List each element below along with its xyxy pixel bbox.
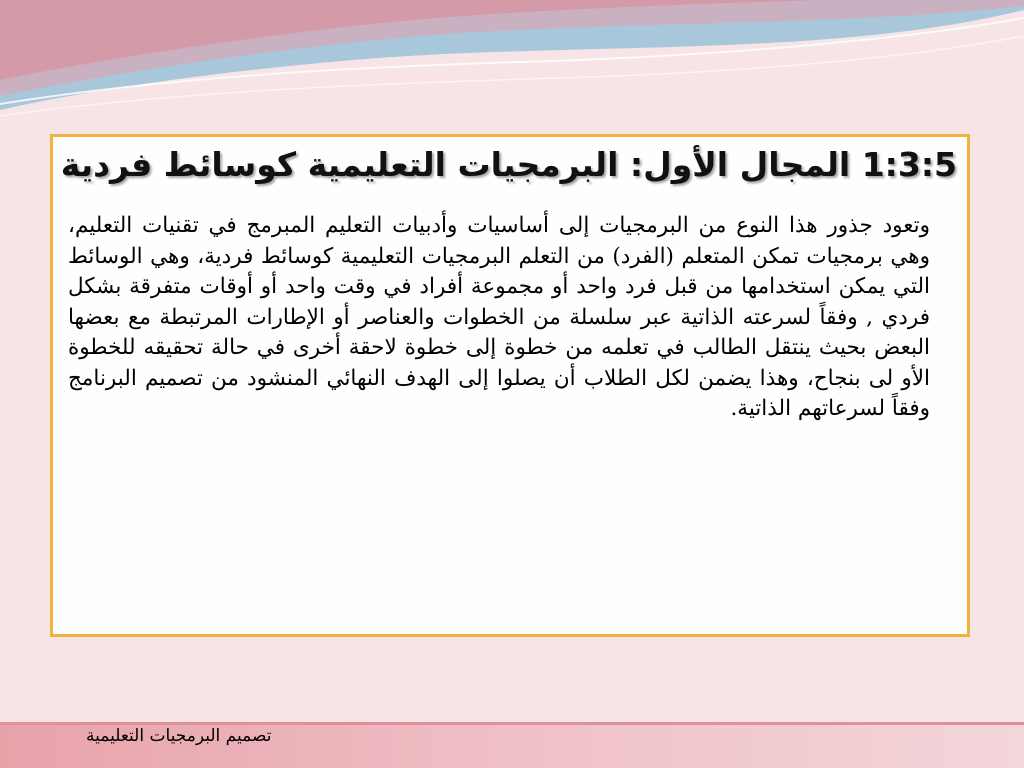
decorative-header-waves	[0, 0, 1024, 125]
content-frame	[50, 134, 970, 637]
body-paragraph: وتعود جذور هذا النوع من البرمجيات إلى أساسيات وأدبيات التعليم المبرمج في تقنيات التعليم، وهي برمجيات تمكن المتعلم (الفرد) من التعلم البرمجيات التعليمية كوسائط فردية، وهي الوسائط التي يمكن استخدامها من قبل فرد واحد أو مجموعة أفراد في وقت واحد أو أوقات متفرقة بشكل فردي , وفقاً لسرعته الذاتية عبر سلسلة من الخطوات والعناصر أو الإطارات المرتبطة مع بعضها البعض بحيث ينتقل الطالب في تعلمه من خطوة إلى خطوة لاحقة أخرى في حالة تحقيقه للخطوة الأو لى بنجاح، وهذا يضمن لكل الطلاب أن يصلوا إلى الهدف النهائي المنشود من تصميم البرنامج وفقاً لسرعاتهم الذاتية.	[68, 213, 930, 421]
footer-title: تصميم البرمجيات التعليمية	[86, 726, 272, 746]
slide-title: 1:3:5 المجال الأول: البرمجيات التعليمية كوسائط فردية	[60, 145, 957, 184]
